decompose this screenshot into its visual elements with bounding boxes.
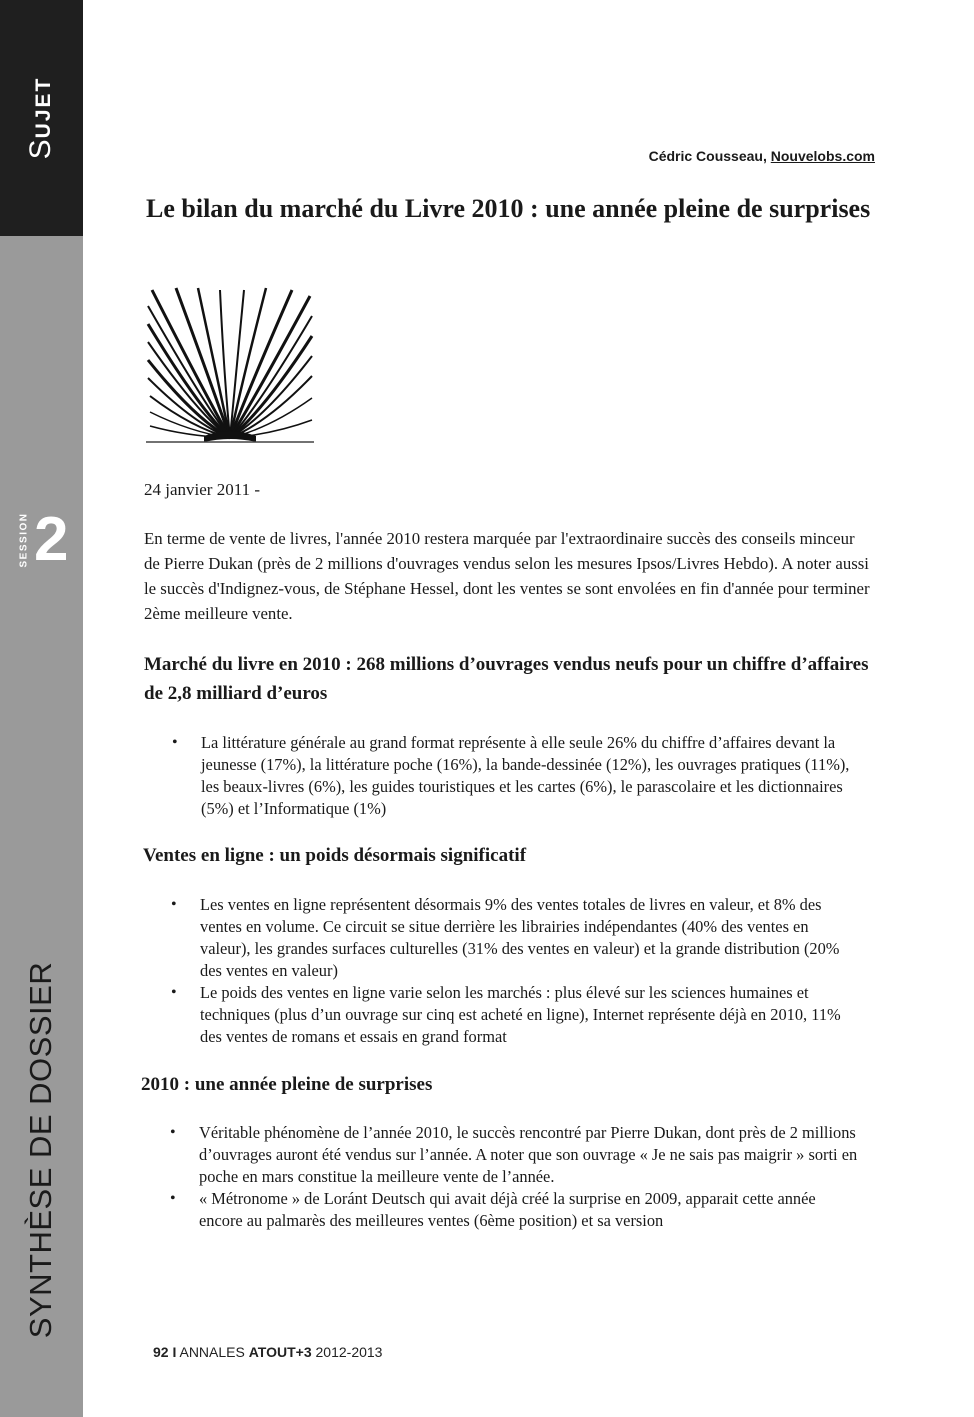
source-link[interactable]: Nouvelobs.com — [770, 148, 875, 164]
publication-name: ANNALES — [179, 1344, 245, 1360]
footer-separator: I — [172, 1344, 177, 1360]
session-badge — [15, 502, 68, 578]
section-list-surprises — [170, 1122, 860, 1232]
session-number: 2 — [34, 505, 69, 574]
page-footer — [153, 1344, 382, 1360]
bullet-icon: • — [171, 984, 177, 1001]
list-item: • La littérature générale au grand format représente à elle seule 26% du chiffre d’affaires devant la jeunesse (17%), la littérature poche (16%), la bande-dessinée (12%), les ouvrages pratiques (11%), les beaux-livres (6%), les guides touristiques et les cartes (6%), le parascolaire et les dictionnaires (5%) et l’Informatique (1%) — [172, 733, 850, 818]
sidebar-header-block — [0, 0, 83, 236]
bullet-icon: • — [170, 1124, 176, 1141]
open-book-illustration — [146, 286, 314, 448]
section-name-label: SYNTHÈSE DE DOSSIER — [23, 961, 58, 1339]
page-number: 92 — [153, 1344, 169, 1360]
intro-paragraph: En terme de vente de livres, l'année 2010 restera marquée par l'extraordinaire succès des conseils minceur de Pierre Dukan (près de 2 millions d'ouvrages vendus selon les mesures Ipsos/Livres Hebdo). A noter aussi le succès d'Indignez-vous, de Stéphane Hessel, dont les ventes se sont envolées en fin d'année pour terminer 2ème meilleure vente. — [144, 529, 870, 623]
article-title: Le bilan du marché du Livre 2010 : une année pleine de surprises — [146, 194, 871, 223]
section-heading-surprises: 2010 : une année pleine de surprises — [141, 1074, 433, 1095]
sujet-label: SUJET — [24, 76, 57, 160]
byline — [649, 148, 875, 164]
publication-years: 2012-2013 — [315, 1344, 383, 1360]
section-heading-online: Ventes en ligne : un poids désormais significatif — [143, 845, 527, 866]
section-list-market — [172, 732, 862, 820]
bullet-icon: • — [170, 1190, 176, 1207]
list-item: • Les ventes en ligne représentent désormais 9% des ventes totales de livres en valeur, et 8% des ventes en volume. Ce circuit se situe derrière les librairies indépendantes (40% des ventes en valeur), les grandes surfaces culturelles (31% des ventes en valeur) et la grande distribution (20% des ventes en valeur) — [171, 895, 840, 980]
section-list-online — [171, 894, 861, 1048]
list-item: • Le poids des ventes en ligne varie selon les marchés : plus élevé sur les sciences humaines et techniques (plus d’un ouvrage sur cinq est acheté en ligne), Internet représente déjà en 2010, 11% des ventes de romans et essais en grand format — [171, 983, 841, 1046]
bullet-icon: • — [172, 734, 178, 751]
brand-name: ATOUT+3 — [248, 1344, 312, 1360]
session-label: SESSION — [18, 512, 30, 568]
section-heading-market: Marché du livre en 2010 : 268 millions d’ouvrages vendus neufs pour un chiffre d’affaires de 2,8 milliard d’euros — [144, 654, 869, 704]
list-item: • Véritable phénomène de l’année 2010, le succès rencontré par Pierre Dukan, dont près de 2 millions d’ouvrages auront été vendus sur l’année. A noter que son ouvrage « Je ne sais pas maigrir » sorti en poche en mars constitue la meilleure vente de l’année. — [170, 1123, 858, 1186]
sidebar — [0, 0, 83, 1417]
article-date: 24 janvier 2011 - — [144, 480, 260, 499]
author-name: Cédric Cousseau, — [648, 148, 767, 164]
bullet-icon: • — [171, 896, 177, 913]
list-item: • « Métronome » de Loránt Deutsch qui avait déjà créé la surprise en 2009, apparait cette année encore au palmarès des meilleures ventes (6ème position) et sa version — [170, 1189, 816, 1230]
